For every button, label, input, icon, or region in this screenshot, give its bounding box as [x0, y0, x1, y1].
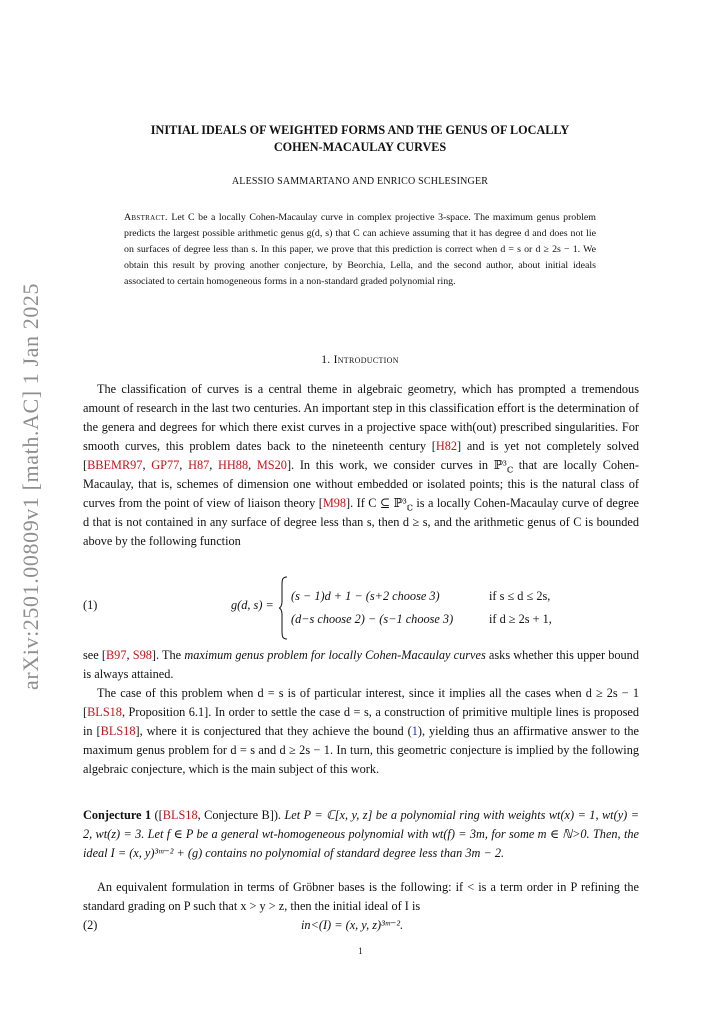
- case-2-expression: (d−s choose 2) − (s−1 choose 3): [291, 612, 454, 626]
- p2-text-b: ]. The: [151, 648, 185, 662]
- p2-text-c: asks whether this upper bound is always attained.: [83, 648, 639, 681]
- p1-text-a: The classification of curves is a central theme in algebraic geometry, which has prompted a tremendous amount of research in the last two centuries. An important step in this classification effort is the determination of the genera and degrees for which there exist curves in a projective space with(out) prescribed singularities. For smooth curves, this problem dates back to the nineteenth century [: [83, 382, 639, 453]
- equation-2-expression: in<(I) = (x, y, z)³ᵐ⁻².: [301, 918, 404, 932]
- abstract-label: Abstract.: [124, 212, 168, 223]
- citation-link[interactable]: BLS18: [87, 705, 122, 719]
- page-number: 1: [358, 946, 363, 956]
- p1-text-f: is a locally Cohen-Macaulay curve of degree d that is not contained in any surface of degree less than s, then d ≥ s, and the arithmetic genus of C is bounded above by the following function: [83, 496, 640, 548]
- intro-paragraph-2: see [B97, S98]. The maximum genus problem for locally Cohen-Macaulay curves asks whether this upper bound is always attained.: [83, 648, 639, 681]
- equation-1: [83, 572, 639, 644]
- citation-link[interactable]: B97: [105, 648, 127, 662]
- title-line-1: INITIAL IDEALS OF WEIGHTED FORMS AND THE GENUS OF LOCALLY: [150, 123, 570, 137]
- p1-text-c: ]. In this work, we consider curves in ℙ³: [286, 458, 507, 472]
- citation-link[interactable]: H82: [435, 439, 457, 453]
- case-2-condition: if d ≥ 2s + 1,: [489, 612, 552, 626]
- arxiv-stamp: arXiv:2501.00809v1 [math.AC] 1 Jan 2025: [18, 282, 43, 690]
- p1-text-d: that are locally Cohen-Macaulay, that is, schemes of dimension one without embedded or isolated points; this is the natural class of curves from the point of view of liaison theory [: [83, 458, 639, 510]
- case-1-condition: if s ≤ d ≤ 2s,: [489, 589, 551, 603]
- citation-link[interactable]: H87: [188, 458, 210, 472]
- authors: ALESSIO SAMMARTANO AND ENRICO SCHLESINGER: [231, 176, 489, 187]
- conjecture-text: Let P = ℂ[x, y, z] be a polynomial ring with weights wt(x) = 1, wt(y) = 2, wt(z) = 3. Let f ∈ P be a general wt-homogeneous polynomial with wt(f) = 3m, for some m ∈ ℕ>0. Then, the ideal I = (x, y)³ᵐ⁻² + (g) contains no polynomial of standard degree less than 3m − 2.: [83, 808, 639, 860]
- title-line-2: COHEN-MACAULAY CURVES: [273, 140, 447, 154]
- equation-reference-link[interactable]: 1: [411, 724, 418, 738]
- p2-text-a: see [: [83, 648, 106, 662]
- conjecture-1: [83, 806, 639, 863]
- p1-text-b: ] and is yet not completely solved [: [83, 439, 639, 472]
- equation-lhs: g(d, s) =: [231, 598, 274, 612]
- p3-text-d: ), yielding thus an affirmative answer to the maximum genus problem for d = s and d ≥ 2s − 1. In turn, this geometric conjecture is implied by the following algebraic conjecture, which is the main subject of this work.: [83, 724, 639, 776]
- intro-paragraph-4: An equivalent formulation in terms of Gröbner bases is the following: if < is a term order in P refining the standard grading on P such that x > y > z, then the initial ideal of I is: [83, 880, 639, 913]
- p3-text-a: The case of this problem when d = s is of particular interest, since it implies all the cases when d ≥ 2s − 1 [: [83, 686, 639, 719]
- abstract-text: Let C be a locally Cohen-Macaulay curve in complex projective 3-space. The maximum genus problem predicts the largest possible arithmetic genus g(d, s) that C can achieve assuming that it has degree d and does not lie on surfaces of degree less than s. In this paper, we prove that this prediction is correct when d = s or d ≥ 2s − 1. We obtain this result by proving another conjecture, by Beorchia, Lella, and the second author, about initial ideals associated to certain homogeneous forms in a non-standard graded polynomial ring.: [124, 212, 596, 287]
- citation-link[interactable]: HH88: [218, 458, 249, 472]
- citation-link[interactable]: M98: [322, 496, 347, 510]
- intro-paragraph-3: [83, 684, 639, 779]
- abstract: [124, 210, 596, 290]
- citation-link[interactable]: BLS18: [100, 724, 136, 738]
- p1-text-e: ]. If C ⊆ ℙ³: [346, 496, 407, 510]
- p3-text-b: , Proposition 6.1]. In order to settle the case d = s, a construction of primitive multiple lines is proposed in [: [83, 705, 639, 738]
- citation-link[interactable]: BLS18: [162, 808, 198, 822]
- section-title: 1. Introduction: [321, 354, 399, 366]
- conjecture-cite-tail: , Conjecture B]).: [197, 808, 282, 822]
- equation-number: (1): [83, 598, 98, 612]
- p3-text-c: ], where it is conjectured that they achieve the bound (: [135, 724, 412, 738]
- section-heading: [110, 354, 610, 366]
- citation-link[interactable]: S98: [132, 648, 152, 662]
- conjecture-open: ([: [151, 808, 163, 822]
- equation-number: (2): [83, 918, 98, 932]
- left-brace-icon: [278, 576, 288, 640]
- case-1-expression: (s − 1)d + 1 − (s+2 choose 3): [291, 589, 440, 603]
- citation-link[interactable]: MS20: [256, 458, 287, 472]
- paper-title: [110, 122, 610, 156]
- citation-link[interactable]: GP77: [151, 458, 180, 472]
- p2-emphasis: maximum genus problem for locally Cohen-Macaulay curves: [184, 648, 486, 662]
- intro-paragraph-1: The classification of curves is a central theme in algebraic geometry, which has prompted a tremendous amount of research in the last two centuries. An important step in this classification effort is the determination of the genera and degrees for which there exist curves in a projective space with(out) prescribed singularities. For smooth curves, this problem dates back to the nineteenth century [H82] and is yet not completely solved [BBEMR97, GP77, H87, HH88, MS20]. In this work, we consider curves in $ℙ^3_ℂ$ that are locally Cohen-Macaulay, that is, schemes of dimension one without embedded or isolated points; this is the natural class of curves from the point of view of liaison theory [M98]. If C ⊆ $ℙ^3_ℂ$ is a locally Cohen-Macaulay curve of degree d that is not contained in any surface of degree less than s, then d ≥ s, and the arithmetic genus of C is bounded above by the following function: [83, 382, 640, 548]
- conjecture-label: Conjecture 1: [83, 808, 152, 822]
- citation-link[interactable]: BBEMR97: [87, 458, 143, 472]
